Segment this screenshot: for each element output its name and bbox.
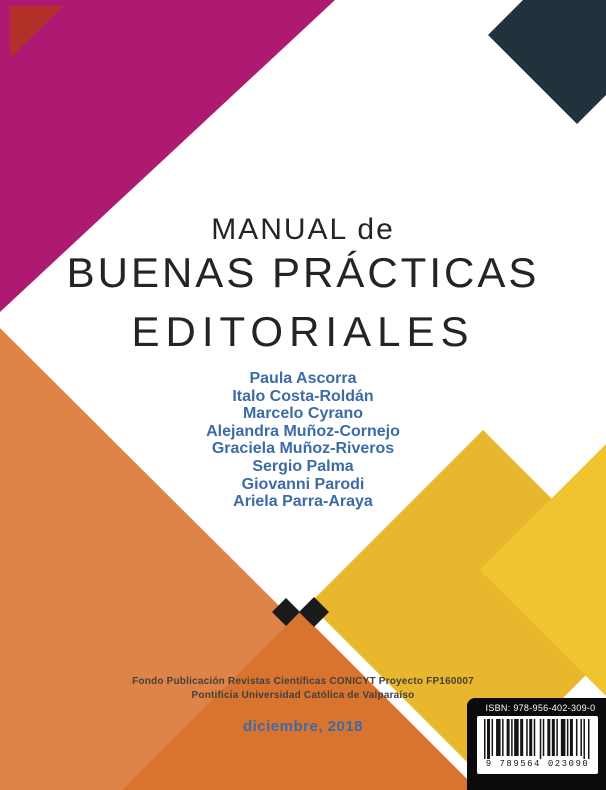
author-list	[0, 370, 606, 511]
author-name: Marcelo Cyrano	[242, 405, 364, 423]
author-name: Ariela Parra-Araya	[233, 493, 373, 511]
barcode-digits: 9 789564 023090	[477, 759, 598, 769]
barcode-bars	[481, 719, 594, 761]
author-name: Sergio Palma	[252, 457, 354, 475]
isbn-barcode-panel	[467, 698, 606, 790]
isbn-label: ISBN: 978-956-402-309-0	[485, 703, 596, 713]
funding-credit-line: Fondo Publicación Revistas Científicas CONICYT Proyecto FP160007	[132, 676, 474, 687]
author-name: Alejandra Muñoz-Cornejo	[206, 422, 400, 440]
author-name: Graciela Muñoz-Riveros	[211, 440, 395, 458]
title-line-1: MANUAL de	[211, 213, 395, 246]
barcode-panel	[477, 716, 598, 774]
university-credit-line: Pontificia Universidad Católica de Valparaíso	[191, 690, 415, 701]
title-line-3: EDITORIALES	[131, 308, 475, 355]
title-line-2: BUENAS PRÁCTICAS	[66, 249, 540, 296]
dark-slate-diamond-shape	[488, 0, 606, 124]
author-name: Giovanni Parodi	[241, 475, 365, 493]
author-name: Italo Costa-Roldán	[232, 387, 374, 405]
publication-date: diciembre, 2018	[242, 718, 364, 735]
author-name: Paula Ascorra	[249, 370, 357, 387]
